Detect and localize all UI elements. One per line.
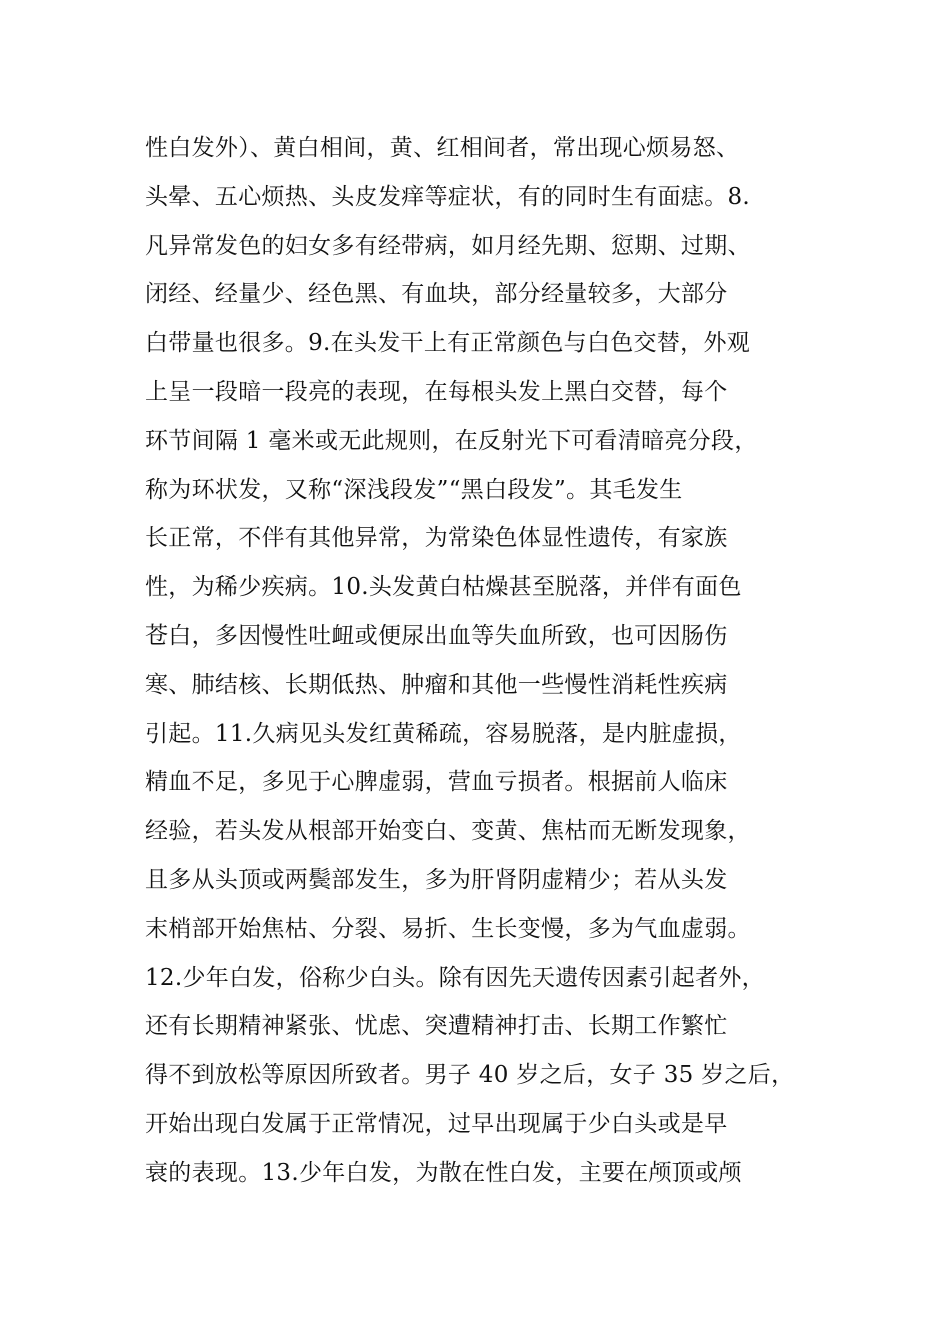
text-line: 性白发外）、黄白相间，黄、红相间者，常出现心烦易怒、 — [145, 135, 740, 161]
text-line: 开始出现白发属于正常情况，过早出现属于少白头或是早 — [145, 1110, 728, 1137]
text-line: 衰的表现。13.少年白发，为散在性白发，主要在颅顶或颅 — [145, 1159, 742, 1186]
text-line: 且多从头顶或两鬓部发生，多为肝肾阴虚精少；若从头发 — [145, 866, 728, 893]
text-line: 得不到放松等原因所致者。男子 40 岁之后，女子 35 岁之后， — [145, 1062, 795, 1089]
text-line: 称为环状发，又称“深浅段发”“黑白段发”。其毛发生 — [145, 476, 683, 503]
text-line: 引起。11.久病见头发红黄稀疏，容易脱落，是内脏虚损， — [145, 720, 742, 747]
text-line: 上呈一段暗一段亮的表现，在每根头发上黑白交替，每个 — [145, 378, 728, 405]
text-line: 还有长期精神紧张、忧虑、突遭精神打击、长期工作繁忙 — [145, 1013, 728, 1040]
text-line: 环节间隔 1 毫米或无此规则，在反射光下可看清暗亮分段， — [145, 427, 758, 454]
text-line: 苍白，多因慢性吐衄或便尿出血等失血所致，也可因肠伤 — [145, 622, 728, 649]
text-line: 性，为稀少疾病。10.头发黄白枯燥甚至脱落，并伴有面色 — [145, 574, 742, 601]
text-line: 白带量也很多。9.在头发干上有正常颜色与白色交替，外观 — [145, 330, 751, 357]
text-line: 寒、肺结核、长期低热、肿瘤和其他一些慢性消耗性疾病 — [145, 671, 728, 698]
text-line: 末梢部开始焦枯、分裂、易折、生长变慢，多为气血虚弱。 — [145, 915, 751, 942]
text-line: 精血不足，多见于心脾虚弱，营血亏损者。根据前人临床 — [145, 769, 728, 796]
text-line: 凡异常发色的妇女多有经带病，如月经先期、愆期、过期、 — [145, 232, 751, 259]
text-line: 12.少年白发，俗称少白头。除有因先天遗传因素引起者外， — [145, 964, 765, 991]
text-line: 经验，若头发从根部开始变白、变黄、焦枯而无断发现象， — [145, 818, 751, 845]
body-text — [145, 124, 835, 1198]
text-line: 闭经、经量少、经色黑、有血块，部分经量较多，大部分 — [145, 281, 728, 308]
text-line: 长正常，不伴有其他异常，为常染色体显性遗传，有家族 — [145, 525, 728, 552]
text-line: 头晕、五心烦热、头皮发痒等症状，有的同时生有面痣。8. — [145, 183, 751, 210]
